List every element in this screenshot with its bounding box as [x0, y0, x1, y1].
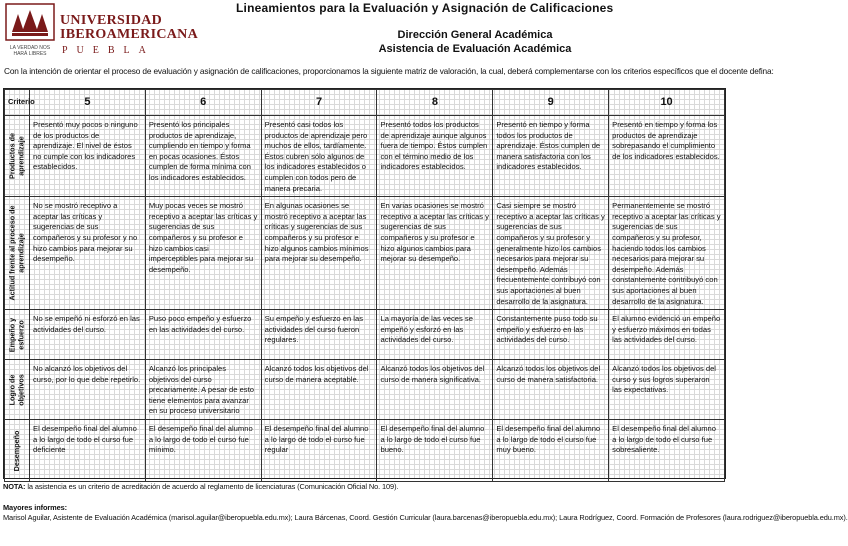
- rubric-cell: Presentó casi todos los productos de aprendizaje pero muchos de ellos, tardíamente. Éstos cubren sólo algunos de los indicadores establecidos o cumplen con todos pero de manera precaria.: [261, 116, 377, 197]
- rubric-cell: Presentó muy pocos o ninguno de los productos de aprendizaje. El nivel de éstos no cumple con los indicadores establecidos.: [30, 116, 146, 197]
- rubric-cell: Presentó todos los productos de aprendizaje aunque algunos fuera de tiempo. Éstos cumplen con el término medio de los indicadores establecidos.: [377, 116, 493, 197]
- logo-motto: LA VERDAD NOS HARÁ LIBRES: [9, 45, 51, 57]
- criterion-cell: [5, 310, 30, 360]
- rubric-cell: El desempeño final del alumno a lo largo de todo el curso fue deficiente: [30, 420, 146, 482]
- table-row: [5, 420, 725, 482]
- rubric-cell: No alcanzó los objetivos del curso, por lo que debe repetirlo.: [30, 360, 146, 420]
- criterion-label: Actitud frente al proceso de aprendizaje: [7, 205, 25, 301]
- rubric-cell: Puso poco empeño y esfuerzo en las actividades del curso.: [145, 310, 261, 360]
- grade-header: 9: [493, 90, 609, 116]
- rubric-cell: El desempeño final del alumno a lo largo de todo el curso fue bueno.: [377, 420, 493, 482]
- rubric-cell: El desempeño final del alumno a lo largo de todo el curso fue mínimo.: [145, 420, 261, 482]
- rubric-cell: El desempeño final del alumno a lo largo de todo el curso fue sobresaliente.: [609, 420, 725, 482]
- rubric-grid: [3, 88, 726, 479]
- rubric-table: [4, 89, 725, 482]
- rubric-cell: Constantemente puso todo su empeño y esfuerzo en las actividades del curso.: [493, 310, 609, 360]
- table-row: [5, 197, 725, 310]
- criterion-label: Productos de aprendizaje: [7, 133, 25, 180]
- rubric-cell: En varias ocasiones se mostró receptivo a aceptar las críticas y sugerencias de sus compañeros y su profesor e hizo algunos cambios para mejorar su desempeño.: [377, 197, 493, 310]
- criterion-label: Empeño y esfuerzo: [7, 317, 25, 352]
- page-title: Lineamientos para la Evaluación y Asignación de Calificaciones: [236, 1, 614, 15]
- rubric-cell: Presentó en tiempo y forma los productos de aprendizaje sobrepasando el cumplimiento de los indicadores establecidos.: [609, 116, 725, 197]
- header-row: [5, 90, 725, 116]
- criterion-cell: [5, 360, 30, 420]
- grade-header: 5: [30, 90, 146, 116]
- nota-line: [3, 482, 727, 492]
- logo-city: PUEBLA: [62, 45, 155, 56]
- criterion-cell: [5, 197, 30, 310]
- grade-header: 10: [609, 90, 725, 116]
- criterion-label: Desempeño: [11, 430, 21, 471]
- grade-header: 6: [145, 90, 261, 116]
- criterio-header: Criterio: [5, 90, 30, 116]
- rubric-cell: Alcanzó los principales objetivos del curso precariamente. A pesar de esto tiene elementos para avanzar en su proceso universitario: [145, 360, 261, 420]
- rubric-cell: Alcanzó todos los objetivos del curso de manera aceptable.: [261, 360, 377, 420]
- rubric-cell: El desempeño final del alumno a lo largo de todo el curso fue regular: [261, 420, 377, 482]
- page-header: [0, 0, 728, 64]
- footer: [3, 482, 848, 523]
- intro-text: Con la intención de orientar el proceso de evaluación y asignación de calificaciones, proporcionamos la siguiente matriz de valoración, la cual, deberá complementarse con los criterios específicos que el docente defina:: [4, 66, 774, 76]
- criterion-label: Logro de objetivos: [7, 373, 25, 406]
- rubric-cell: Casi siempre se mostró receptivo a aceptar las críticas y sugerencias de sus compañeros y su profesor y generalmente hizo los cambios necesarios para mejorar su desempeño. Además frecuentemente contribuyó con sus aportaciones al buen desarrollo de la asignatura.: [493, 197, 609, 310]
- logo-line1: UNIVERSIDAD: [60, 13, 163, 28]
- rubric-cell: Alcanzó todos los objetivos del curso de manera significativa.: [377, 360, 493, 420]
- table-row: [5, 360, 725, 420]
- contacts-line: Marisol Aguilar, Asistente de Evaluación Académica (marisol.aguilar@iberopuebla.edu.mx); Laura Bárcenas, Coord. Gestión Curricular (laura.barcenas@iberopuebla.edu.mx); Laura Rodríguez, Coord. Formación de Profesores (laura.rodriguez@iberopuebla.edu.mx).: [3, 513, 848, 522]
- rubric-cell: Presentó los principales productos de aprendizaje, cumpliendo en tiempo y forma en pocas ocasiones. Éstos cumplen de forma mínima con los indicadores establecidos.: [145, 116, 261, 197]
- table-row: [5, 116, 725, 197]
- rubric-cell: Presentó en tiempo y forma todos los productos de aprendizaje. Éstos cumplen de manera satisfactoria con los indicadores establecidos.: [493, 116, 609, 197]
- criterion-cell: [5, 420, 30, 482]
- subtitle-direccion: Dirección General Académica: [397, 29, 553, 41]
- rubric-cell: Permanentemente se mostró receptivo a aceptar las críticas y sugerencias de sus compañeros y su profesor, haciendo todos los cambios necesarios para mejorar su desempeño. Además constantemente contribuyó con sus aportaciones al buen desarrollo de la asignatura.: [609, 197, 725, 310]
- rubric-cell: El desempeño final del alumno a lo largo de todo el curso fue muy bueno.: [493, 420, 609, 482]
- rubric-cell: La mayoría de las veces se empeñó y esforzó en las actividades del curso.: [377, 310, 493, 360]
- table-row: [5, 310, 725, 360]
- rubric-cell: Muy pocas veces se mostró receptivo a aceptar las críticas y sugerencias de sus compañeros y su profesor e hizo cambios casi imperceptibles para mejorar su desempeño.: [145, 197, 261, 310]
- subtitle-asistencia: Asistencia de Evaluación Académica: [378, 43, 572, 55]
- mayores-informes-label: Mayores informes:: [3, 503, 68, 512]
- rubric-cell: En algunas ocasiones se mostró receptivo a aceptar las críticas y sugerencias de sus compañeros y su profesor e hizo algunos cambios mínimos para mejorar su desempeño.: [261, 197, 377, 310]
- nota-label: NOTA:: [3, 482, 26, 491]
- university-logo: [4, 2, 198, 62]
- rubric-cell: No se empeñó ni esforzó en las actividades del curso.: [30, 310, 146, 360]
- logo-line2: IBEROAMERICANA: [60, 27, 198, 42]
- grade-header: 7: [261, 90, 377, 116]
- rubric-cell: Su empeño y esfuerzo en las actividades del curso fueron regulares.: [261, 310, 377, 360]
- rubric-cell: Alcanzó todos los objetivos del curso y sus logros superaron las expectativas.: [609, 360, 725, 420]
- grade-header: 8: [377, 90, 493, 116]
- rubric-cell: No se mostró receptivo a aceptar las críticas y sugerencias de sus compañeros y su profesor y no hizo cambios para mejorar su desempeño.: [30, 197, 146, 310]
- rubric-cell: Alcanzó todos los objetivos del curso de manera satisfactoria.: [493, 360, 609, 420]
- rubric-cell: El alumno evidenció un empeño y esfuerzo máximos en todas las actividades del curso.: [609, 310, 725, 360]
- crest-icon: [4, 2, 56, 42]
- nota-text: la asistencia es un criterio de acreditación de acuerdo al reglamento de licenciaturas (Comunicación Oficial No. 109).: [25, 482, 399, 491]
- criterion-cell: [5, 116, 30, 197]
